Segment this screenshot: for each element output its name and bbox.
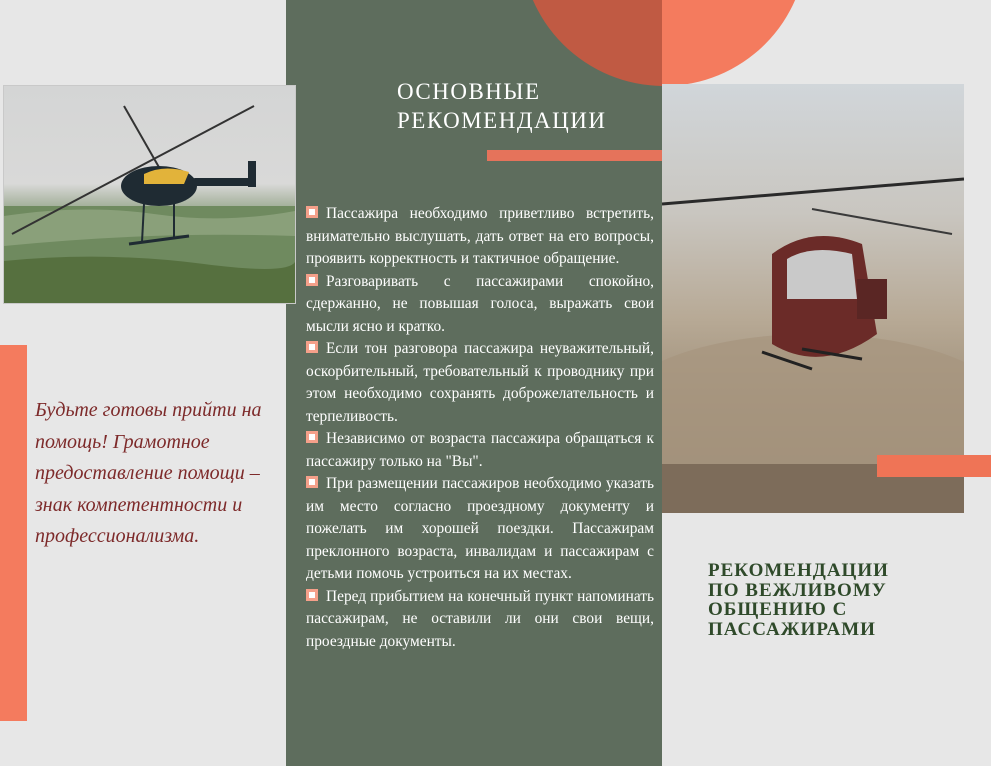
list-item: Перед прибытием на конечный пункт напоминать пассажирам, не оставили ли они свои вещи, проездные документы. (306, 587, 654, 650)
heading-line-1: ОСНОВНЫЕ (397, 79, 541, 104)
recommendations-list (306, 203, 654, 653)
checkbox-bullet-icon (306, 274, 318, 286)
checkbox-bullet-icon (306, 341, 318, 353)
heading-accent-bar (487, 150, 662, 161)
checkbox-bullet-icon (306, 589, 318, 601)
title-line-2: ПО ВЕЖЛИВОМУ (708, 579, 887, 601)
brochure-title (708, 561, 968, 639)
list-item: Пассажира необходимо приветливо встретить, внимательно выслушать, дать ответ на его вопросы, проявить корректность и тактичное обращение. (306, 205, 654, 267)
checkbox-bullet-icon (306, 431, 318, 443)
heading-line-2: РЕКОМЕНДАЦИИ (397, 108, 607, 133)
helicopter-landing-icon (662, 84, 964, 513)
main-heading (397, 77, 657, 135)
right-accent-bar (877, 455, 991, 477)
title-line-3: ОБЩЕНИЮ С (708, 599, 848, 620)
list-item: При размещении пассажиров необходимо указать им место согласно проездному документу и пожелать им хорошей поездки. Пассажирам преклонного возраста, инвалидам и пассажирам с детьми помочь устроиться на их местах. (306, 475, 654, 582)
helicopter-photo-left (3, 85, 296, 304)
checkbox-bullet-icon (306, 206, 318, 218)
title-line-1: РЕКОМЕНДАЦИИ (708, 560, 889, 581)
helicopter-icon (4, 86, 295, 303)
title-line-4: ПАССАЖИРАМИ (708, 618, 876, 640)
helicopter-photo-right (662, 84, 964, 513)
checkbox-bullet-icon (306, 476, 318, 488)
list-item: Независимо от возраста пассажира обращаться к пассажиру только на "Вы". (306, 430, 654, 470)
left-accent-bar (0, 345, 27, 721)
motivational-quote: Будьте готовы прийти на помощь! Грамотное предоставление помощи – знак компетентности и профессионализма. (35, 399, 262, 547)
list-item: Если тон разговора пассажира неуважительный, оскорбительный, требовательный к проводнику при этом необходимо сохранять доброжелательность и терпеливость. (306, 340, 654, 425)
list-item: Разговаривать с пассажирами спокойно, сдержанно, не повышая голоса, выражать свои мысли ясно и кратко. (306, 272, 654, 335)
